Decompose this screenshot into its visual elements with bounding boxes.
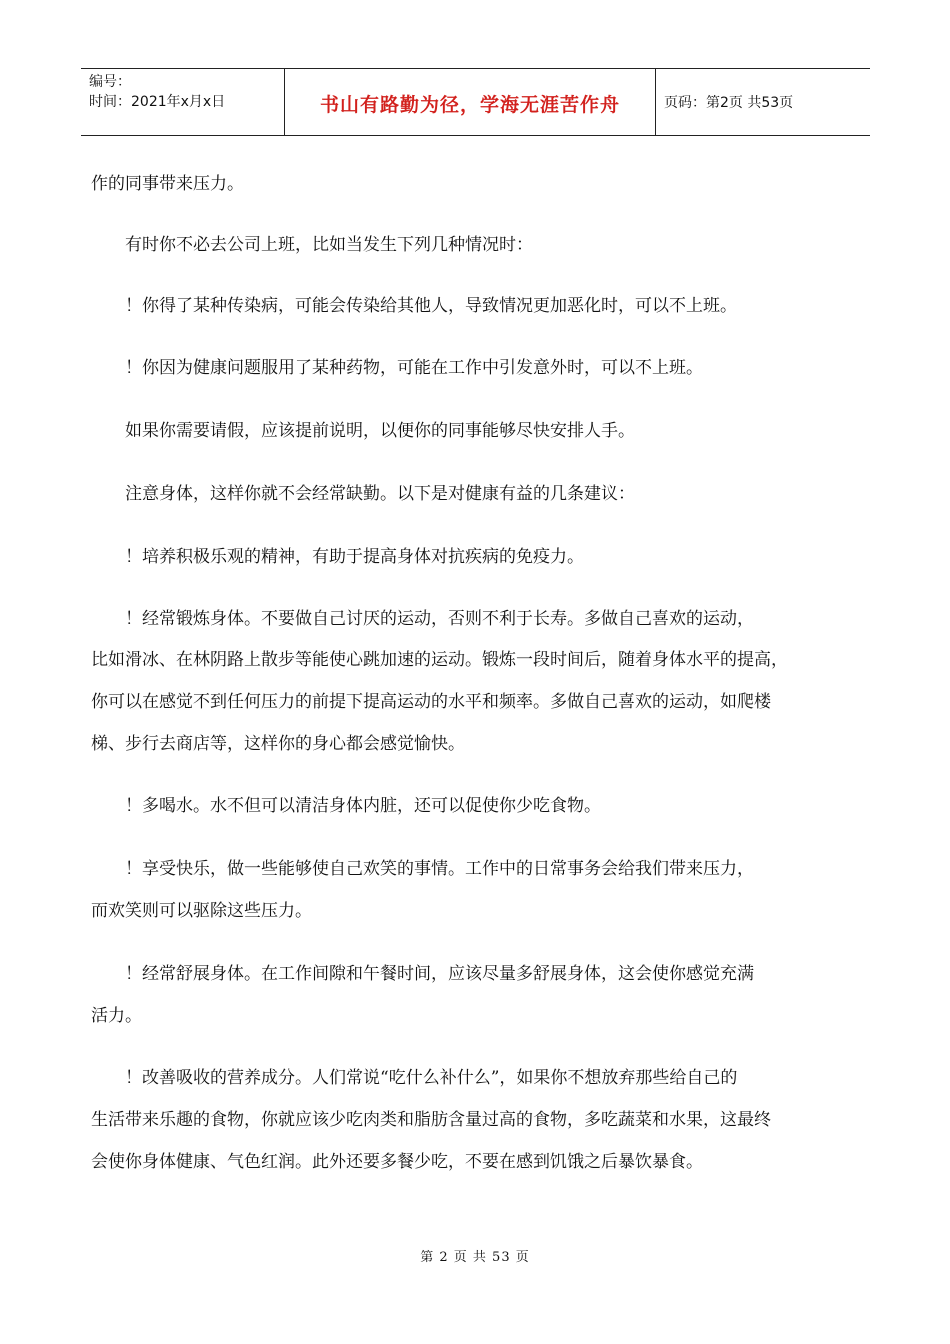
- header-table: [81, 68, 870, 136]
- text-line: ！经常锻炼身体。不要做自己讨厌的运动，否则不利于长寿。多做自己喜欢的运动，: [91, 609, 754, 629]
- text-line: ！培养积极乐观的精神，有助于提高身体对抗疾病的免疫力。: [91, 547, 584, 567]
- text-line: ！你得了某种传染病，可能会传染给其他人，导致情况更加恶化时，可以不上班。: [91, 296, 737, 316]
- text-line: 生活带来乐趣的食物，你就应该少吃肉类和脂肪含量过高的食物，多吃蔬菜和水果，这最终: [91, 1110, 771, 1130]
- time-label: 时间：2021年x月x日: [89, 94, 226, 110]
- text-line: ！经常舒展身体。在工作间隙和午餐时间，应该尽量多舒展身体，这会使你感觉充满: [91, 964, 754, 984]
- motto: 书山有路勤为径，学海无涯苦作舟: [319, 94, 620, 116]
- text-line: 会使你身体健康、气色红润。此外还要多餐少吃，不要在感到饥饿之后暴饮暴食。: [91, 1152, 703, 1172]
- text-line: 而欢笑则可以驱除这些压力。: [91, 901, 312, 921]
- text-line: 作的同事带来压力。: [91, 174, 244, 194]
- text-line: 梯、步行去商店等，这样你的身心都会感觉愉快。: [91, 734, 465, 754]
- text-line: 注意身体，这样你就不会经常缺勤。以下是对健康有益的几条建议：: [91, 484, 635, 504]
- text-line: 你可以在感觉不到任何压力的前提下提高运动的水平和频率。多做自己喜欢的运动，如爬楼: [91, 692, 771, 712]
- header-meta-cell: [81, 69, 284, 135]
- text-line: ！改善吸收的营养成分。人们常说“吃什么补什么”，如果你不想放弃那些给自己的: [91, 1068, 738, 1088]
- text-line: ！多喝水。水不但可以清洁身体内脏，还可以促使你少吃食物。: [91, 796, 601, 816]
- page-info: 页码：第2页 共53页: [664, 95, 794, 111]
- text-line: 比如滑冰、在林阴路上散步等能使心跳加速的运动。锻炼一段时间后，随着身体水平的提高，: [91, 650, 788, 670]
- text-line: ！享受快乐，做一些能够使自己欢笑的事情。工作中的日常事务会给我们带来压力，: [91, 859, 754, 879]
- text-line: ！你因为健康问题服用了某种药物，可能在工作中引发意外时，可以不上班。: [91, 358, 703, 378]
- text-line: 有时你不必去公司上班，比如当发生下列几种情况时：: [91, 235, 533, 255]
- page-footer: 第 2 页 共 53 页: [420, 1250, 530, 1265]
- header-motto-cell: [284, 69, 656, 135]
- header-page-cell: [656, 69, 870, 135]
- number-label: 编号：: [89, 74, 131, 90]
- text-line: 活力。: [91, 1006, 142, 1026]
- text-line: 如果你需要请假，应该提前说明，以便你的同事能够尽快安排人手。: [91, 421, 635, 441]
